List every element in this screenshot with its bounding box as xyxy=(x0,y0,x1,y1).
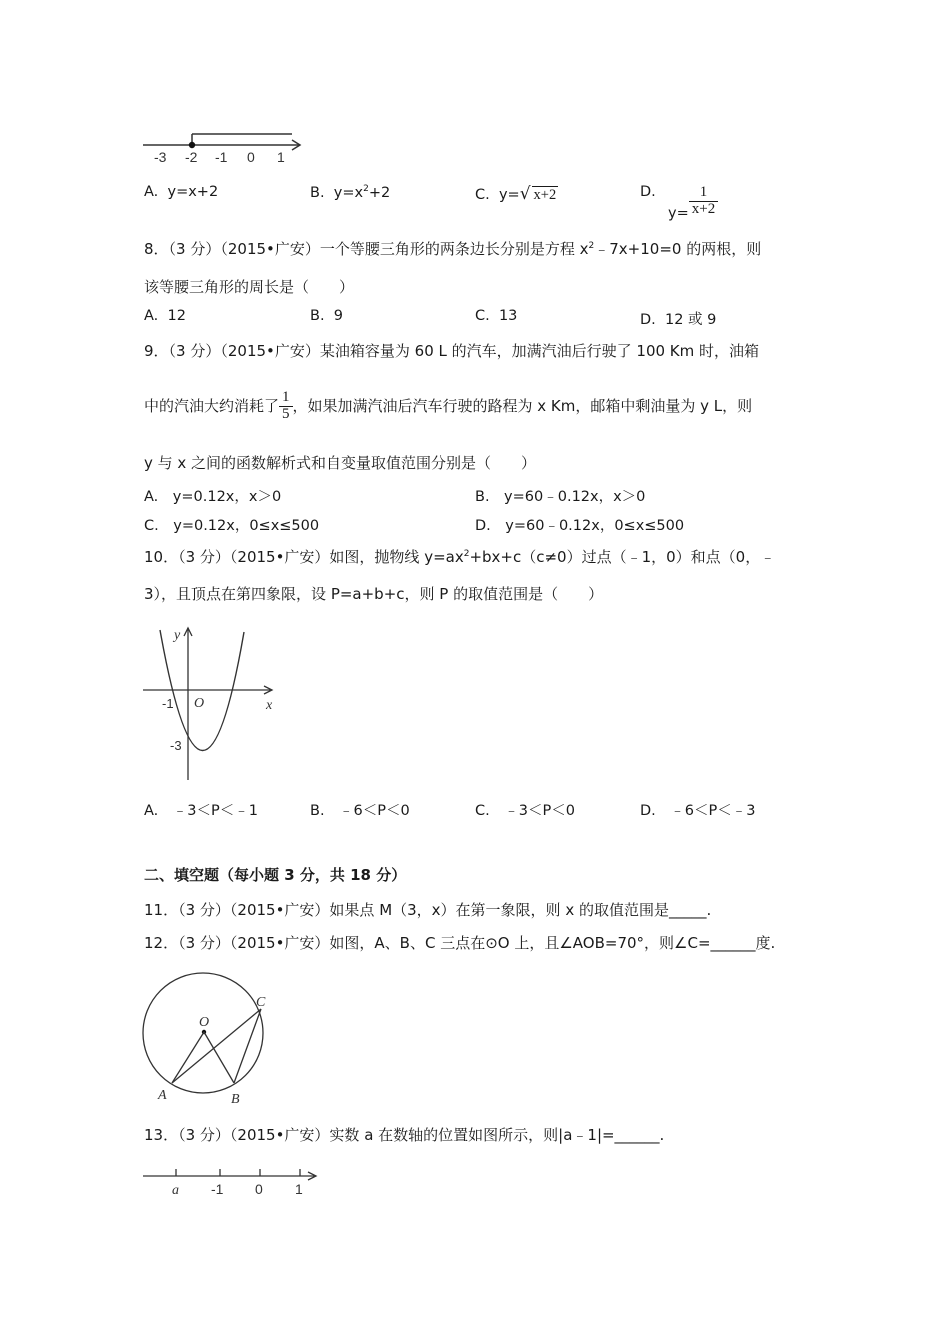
origin-label: O xyxy=(194,696,205,711)
section-title: 二、填空题（每小题 3 分，共 18 分） xyxy=(144,866,407,884)
tick-label: 0 xyxy=(247,149,255,165)
q9-line-2: 中的汽油大约消耗了 $\frac{1}{5}$ ，如果加满汽油后汽车行驶的路程为 x Km，邮箱中剩油量为 y L，则 xyxy=(144,389,753,422)
q9-option-a: A. y=0.12x，x＞0 xyxy=(144,489,282,505)
point-a-label: A xyxy=(158,1088,167,1103)
q10-line-1: 10．（3 分）（2015•广安）如图，抛物线 $y=ax^2+bx+c(c\ne 0)$过点（﹣1，0）和点（0，﹣ xyxy=(144,548,776,566)
neg1-label: -1 xyxy=(162,696,174,711)
q7-option-b: B. $y=x^2+2$ xyxy=(310,184,391,201)
nl-label-neg1: -1 xyxy=(211,1181,224,1197)
tick-label: -1 xyxy=(215,149,228,165)
q8-option-c: C. 13 xyxy=(475,308,518,324)
q8-line-2: 该等腰三角形的周长是（ ） xyxy=(144,278,355,296)
q8-line-1: 8．（3 分）（2015•广安）一个等腰三角形的两条边长分别是方程 $x^2﹣7x+10=0$ 的两根，则 xyxy=(144,240,762,258)
nl-label-a: a xyxy=(172,1183,179,1198)
q9-option-c: C. y=0.12x，0≤x≤500 xyxy=(144,518,320,534)
q7-option-d-formula: y= $\frac{1}{x+2}$ xyxy=(668,185,718,221)
q7-option-d: D. xyxy=(640,184,656,200)
q12-text: 12．（3 分）（2015•广安）如图，A、B、C 三点在⊙O 上，且∠AOB=70°，则∠C=______度. xyxy=(144,934,776,952)
x-axis-label: x xyxy=(266,698,273,713)
tick-label: -3 xyxy=(154,149,167,165)
y-axis-label: y xyxy=(174,628,181,643)
point-b-label: B xyxy=(231,1092,240,1107)
q7-option-c: C. y=√ x+2 xyxy=(475,184,557,204)
q10-option-d: D. ﹣6＜P＜﹣3 xyxy=(640,803,756,819)
tick-label: -2 xyxy=(185,149,198,165)
q9-line-1: 9．（3 分）（2015•广安）某油箱容量为 60 L 的汽车，加满汽油后行驶了 100 Km 时，油箱 xyxy=(144,342,760,360)
q13-text: 13．（3 分）（2015•广安）实数 a 在数轴的位置如图所示，则|a﹣1|=______. xyxy=(144,1126,665,1144)
q8-option-b: B. 9 xyxy=(310,308,344,324)
q10-option-a: A. ﹣3＜P＜﹣1 xyxy=(144,803,258,819)
q10-parabola-graph xyxy=(140,620,290,790)
nl-label-1: 1 xyxy=(295,1181,303,1197)
q10-option-b: B. ﹣6＜P＜0 xyxy=(310,803,410,819)
nl-label-0: 0 xyxy=(255,1181,263,1197)
point-o-label: O xyxy=(199,1015,210,1030)
q13-number-line xyxy=(140,1164,325,1204)
q9-option-b: B. y=60﹣0.12x，x＞0 xyxy=(475,489,646,505)
tick-label: 1 xyxy=(277,149,285,165)
q11-text: 11．（3 分）（2015•广安）如果点 M（3，x）在第一象限，则 x 的取值范围是_____. xyxy=(144,901,712,919)
q10-option-c: C. ﹣3＜P＜0 xyxy=(475,803,575,819)
q7-number-line xyxy=(140,128,310,168)
neg3-label: -3 xyxy=(170,738,182,753)
q12-circle-figure xyxy=(138,968,283,1108)
q9-line-3: y 与 x 之间的函数解析式和自变量取值范围分别是（ ） xyxy=(144,454,537,472)
point-c-label: C xyxy=(256,995,266,1010)
q7-option-a: A. y=x+2 xyxy=(144,184,219,200)
q8-option-d: D. 12 或 9 xyxy=(640,312,717,328)
q10-line-2: 3），且顶点在第四象限，设 P=a+b+c，则 P 的取值范围是（ ） xyxy=(144,585,604,603)
q9-option-d: D. y=60﹣0.12x，0≤x≤500 xyxy=(475,518,685,534)
q8-option-a: A. 12 xyxy=(144,308,186,324)
